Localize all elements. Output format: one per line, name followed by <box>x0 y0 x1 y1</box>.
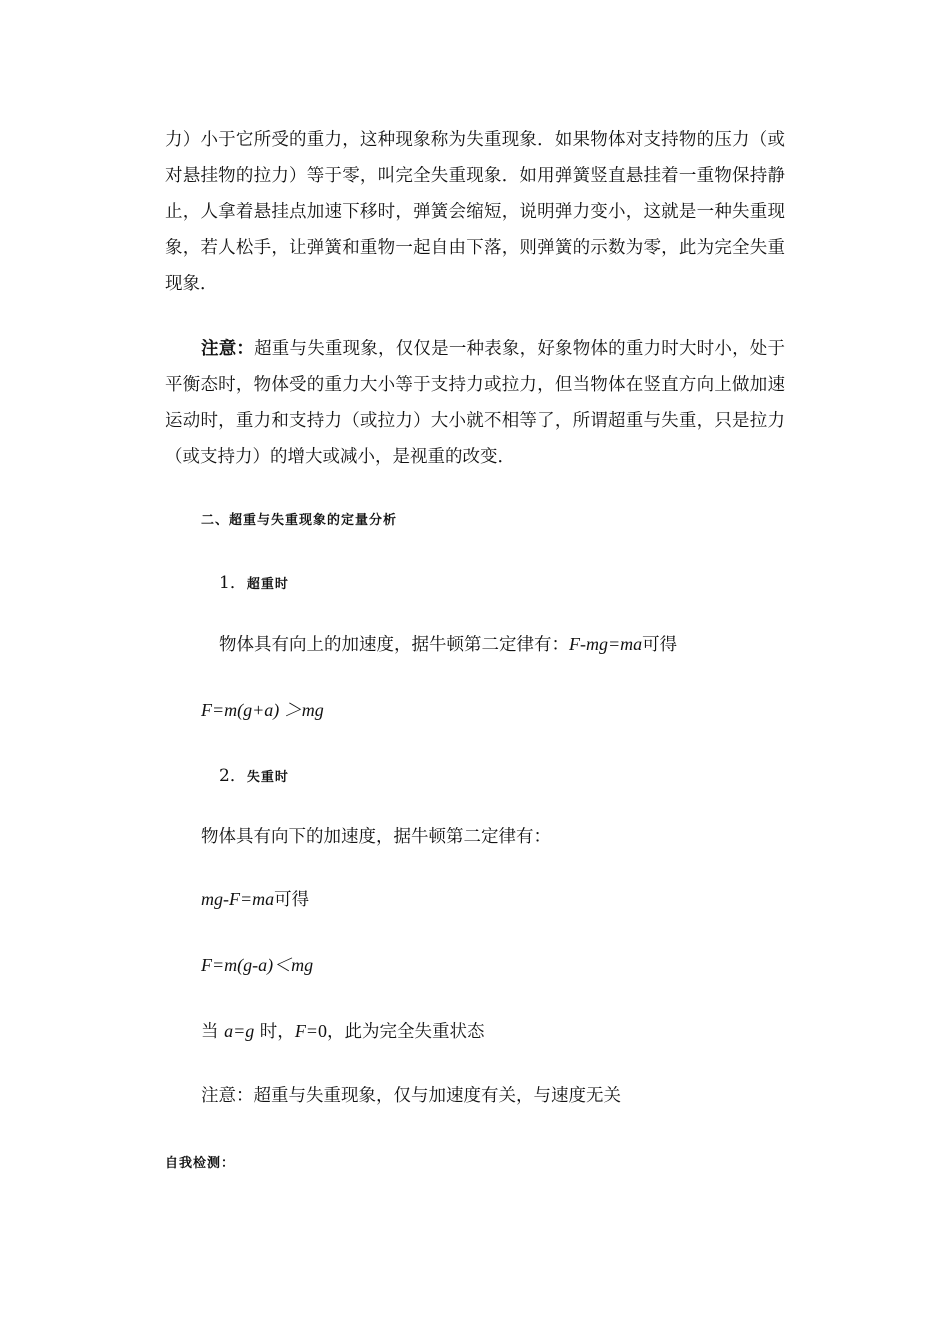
note-line <box>201 337 785 361</box>
equation: F-mg=ma <box>569 634 643 654</box>
subsection-heading <box>219 764 289 790</box>
body-text: 物体具有向上的加速度，据牛顿第二定律有： <box>219 635 569 655</box>
body-line: 物体具有向下的加速度，据牛顿第二定律有： <box>201 827 551 847</box>
paragraph-line: 力）小于它所受的重力，这种现象称为失重现象．如果物体对支持物的压力（或 <box>165 130 785 150</box>
paragraph-line: 对悬挂物的拉力）等于零，叫完全失重现象．如用弹簧竖直悬挂着一重物保持静 <box>165 166 785 186</box>
equation: mg-F=ma <box>201 889 275 909</box>
condition-line <box>201 1019 484 1044</box>
body-line <box>219 632 677 657</box>
paragraph-line: 象，若人松手，让弹簧和重物一起自由下落，则弹簧的示数为零，此为完全失重 <box>165 238 785 258</box>
paragraph-line: 止，人拿着悬挂点加速下移时，弹簧会缩短，说明弹力变小，这就是一种失重现 <box>165 202 785 222</box>
condition-prefix: 当 <box>201 1022 225 1042</box>
subsection-number: 2． <box>219 766 247 786</box>
note-line: （或支持力）的增大或减小，是视重的改变． <box>165 447 515 467</box>
subsection-heading <box>219 571 289 597</box>
body-suffix: 可得 <box>274 890 310 910</box>
condition-suffix: ，此为完全失重状态 <box>326 1022 485 1042</box>
note-text: 超重与失重现象，仅仅是一种表象，好象物体的重力时大时小，处于 <box>254 339 785 359</box>
condition-force: F= <box>294 1021 318 1041</box>
note-label: 注意： <box>201 339 255 359</box>
subsection-number: 1． <box>219 573 247 593</box>
result-equation: F=m(g+a) ＞mg <box>201 700 324 720</box>
subsection-title: 失重时 <box>246 770 289 785</box>
note-line: 平衡态时，物体受的重力大小等于支持力或拉力，但当物体在竖直方向上做加速 <box>165 375 785 395</box>
condition-zero: 0 <box>317 1021 327 1041</box>
condition-mid: 时， <box>254 1022 295 1042</box>
body-suffix: 可得 <box>642 635 678 655</box>
note-line: 运动时，重力和支持力（或拉力）大小就不相等了，所谓超重与失重，只是拉力 <box>165 411 785 431</box>
paragraph-line: 现象． <box>165 274 218 294</box>
section-heading: 二、超重与失重现象的定量分析 <box>201 513 398 528</box>
condition-equation: a=g <box>224 1021 255 1041</box>
note-line: 注意：超重与失重现象，仅与加速度有关，与速度无关 <box>201 1086 621 1106</box>
body-line <box>201 887 309 912</box>
subsection-title: 超重时 <box>246 577 289 592</box>
self-test-heading: 自我检测： <box>165 1156 236 1171</box>
result-equation: F=m(g-a)＜mg <box>201 955 314 975</box>
